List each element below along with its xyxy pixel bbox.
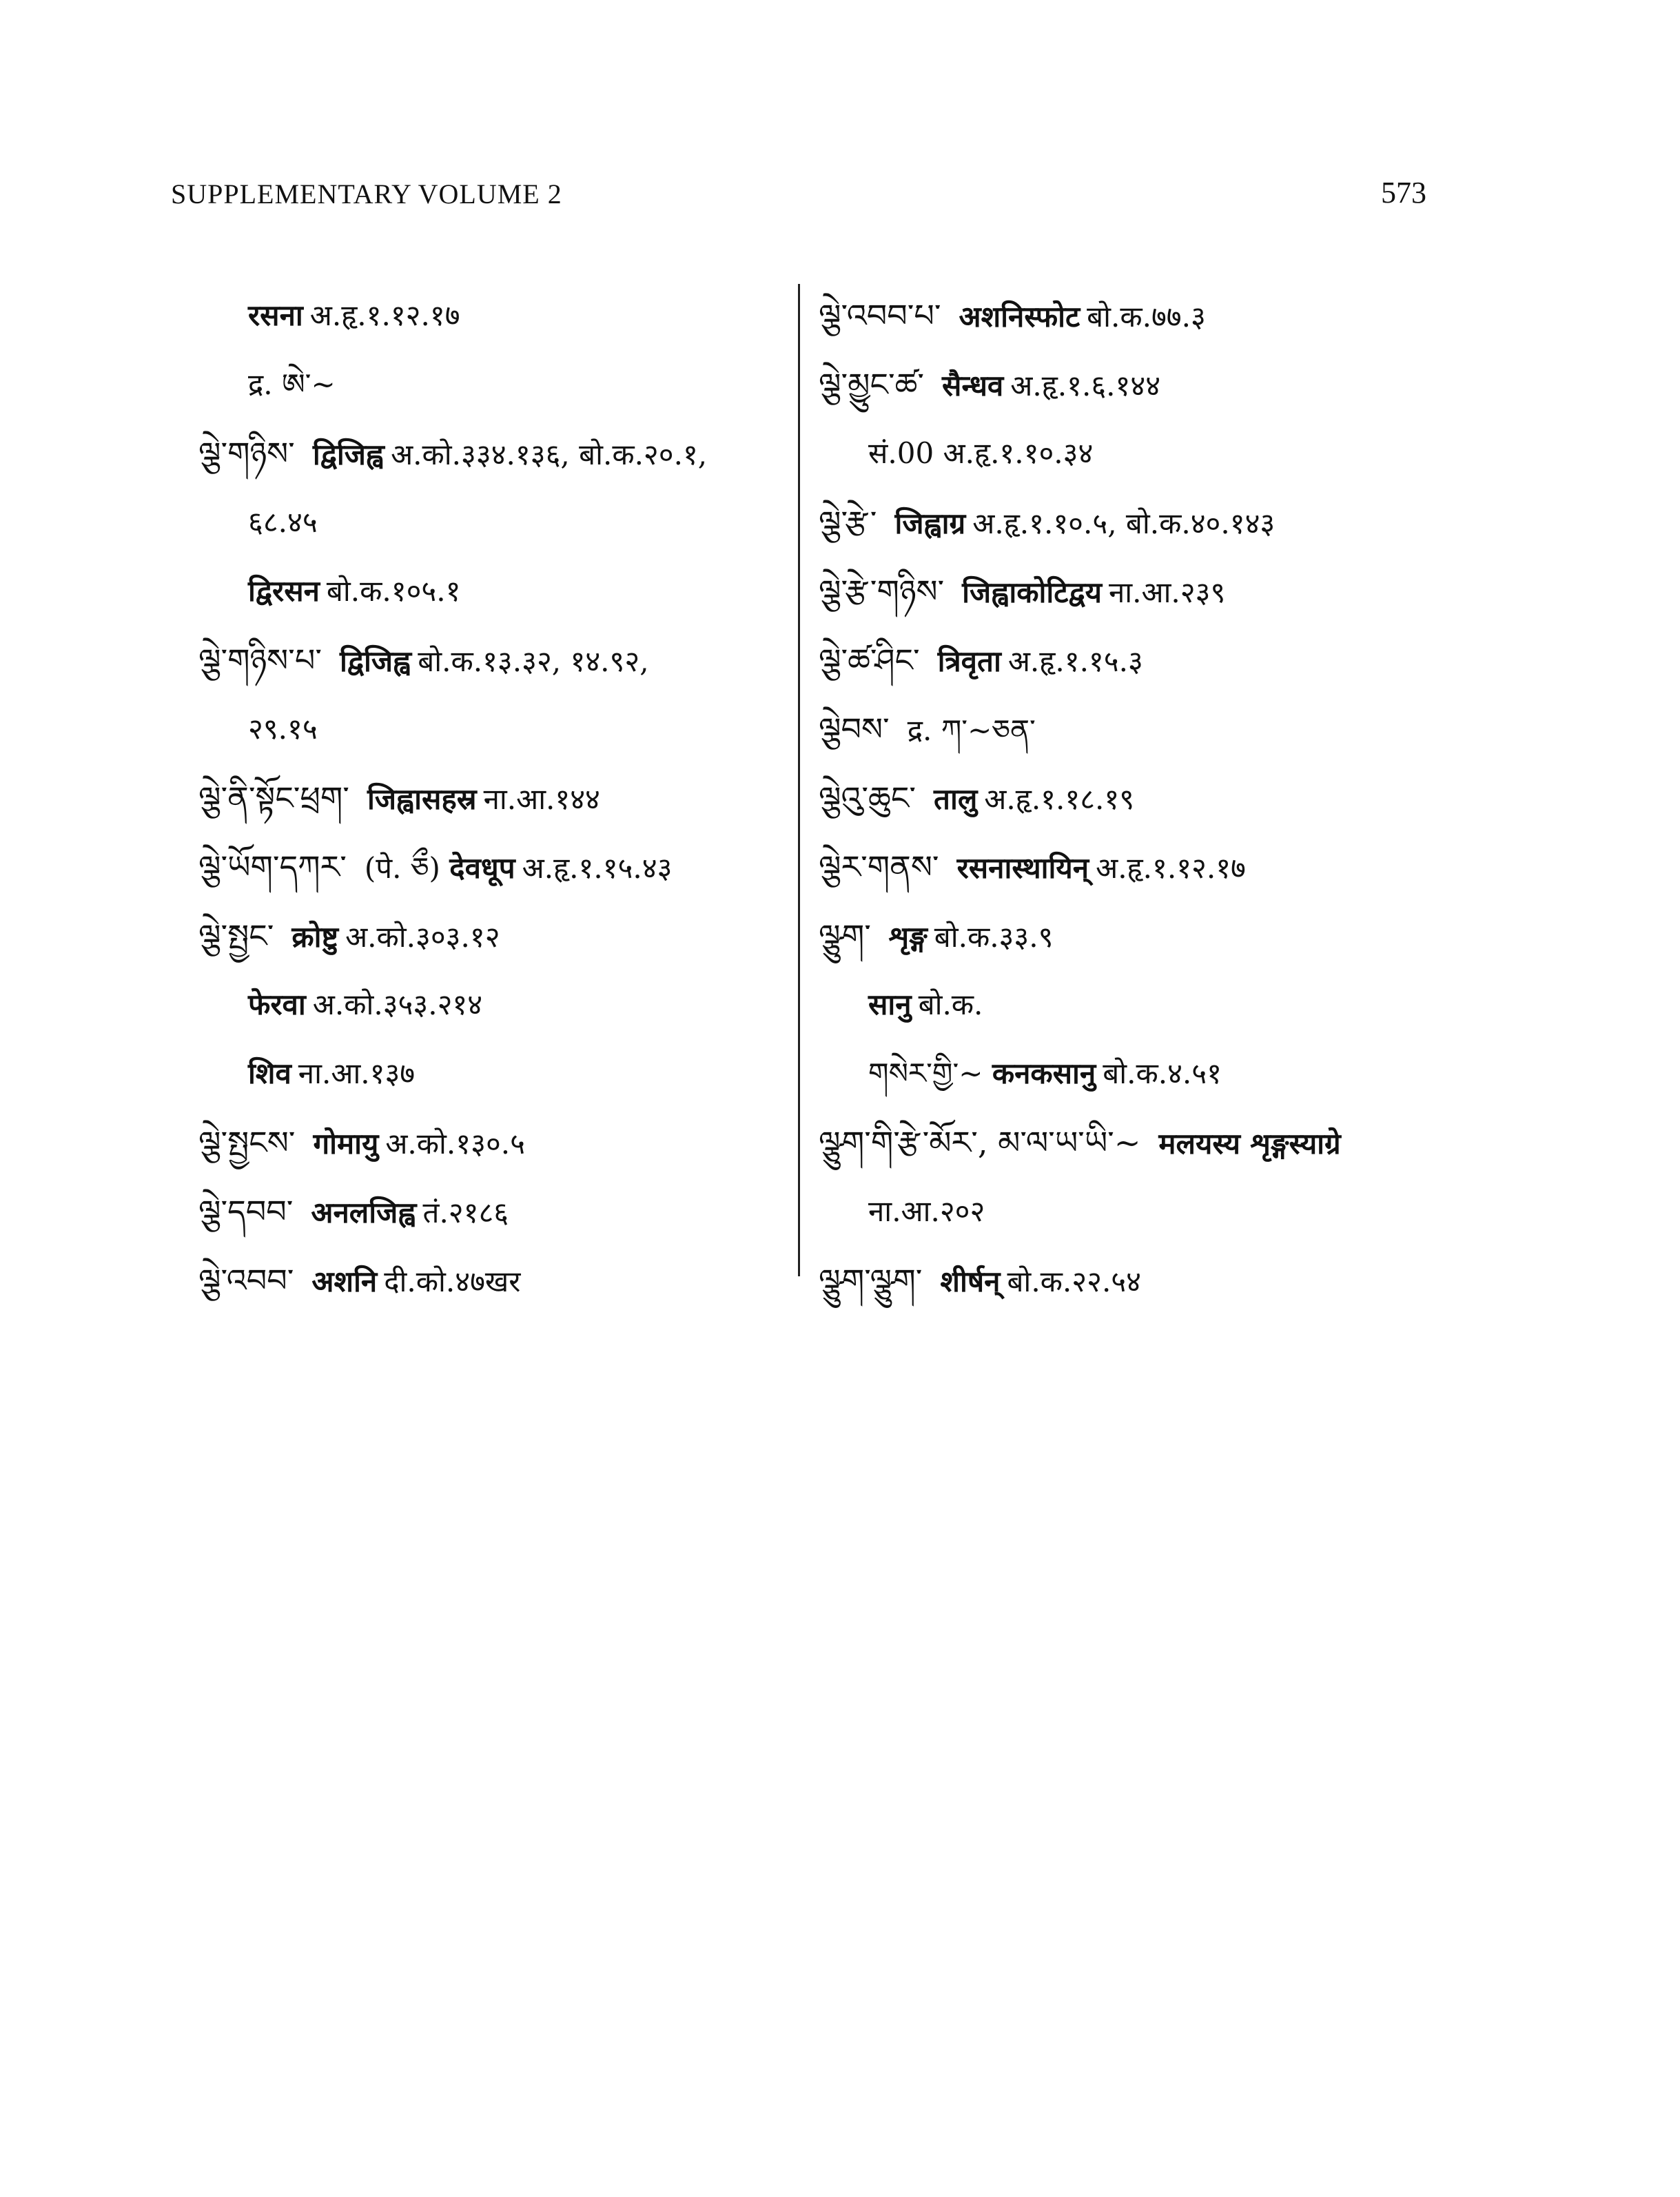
- left-column: [198, 281, 791, 1315]
- right-column: [819, 281, 1439, 1315]
- entry-line: [819, 695, 1439, 764]
- entry-line: [198, 695, 791, 764]
- tibetan-headword: ལྕེ་གཉིས་པ་: [198, 642, 322, 679]
- tibetan-headword: ལྕེ་ཡོག་དཀར་: [198, 848, 347, 886]
- entry-line: [819, 901, 1439, 970]
- reference: बो.क.१०५.१: [326, 574, 461, 608]
- tibetan-headword: ལྕེ་སྤྱང་: [198, 917, 274, 954]
- entry-line: [198, 419, 791, 488]
- column-divider: [798, 284, 800, 1276]
- reference: अ.हृ.१.६.१४४: [1010, 369, 1161, 402]
- reference: बो.क.३३.९: [934, 920, 1054, 954]
- sanskrit-equivalent: जिह्वासहस्र: [367, 782, 477, 816]
- entry-line: [198, 832, 791, 901]
- sanskrit-equivalent: देवधूप: [449, 851, 515, 885]
- reference: ना.आ.२०२: [868, 1194, 985, 1228]
- sanskrit-equivalent: कनकसानु: [992, 1056, 1096, 1090]
- tibetan-headword: ལྕེ་འབབ་པ་: [819, 297, 941, 334]
- tibetan-headword: ལྕེབས་: [819, 711, 890, 748]
- tibetan-headword: ལྕེ་གཉིས་: [198, 435, 295, 472]
- entry-line: [819, 281, 1439, 350]
- entry-line: [198, 1108, 791, 1177]
- sanskrit-equivalent: शिव: [248, 1056, 291, 1090]
- entry-line: [198, 1039, 791, 1108]
- tibetan-headword: ལྕེ་ནི་སྟོང་ཕྲག་: [198, 779, 349, 817]
- entry-line: [198, 901, 791, 970]
- tibetan-headword: ལྕེ་རྩེ་: [819, 504, 877, 541]
- entry-line: [819, 832, 1439, 901]
- tibetan-headword: ལྕེ་ཚ་ཤིང་: [819, 642, 920, 679]
- reference: ना.आ.१४४: [483, 782, 600, 816]
- sanskrit-equivalent: जिह्वाकोटिद्वय: [962, 575, 1102, 609]
- entry-line: [819, 764, 1439, 832]
- reference: ना.आ.१३७: [298, 1056, 416, 1090]
- entry-line: [819, 350, 1439, 419]
- reference: ६८.४५: [248, 505, 318, 539]
- entry-line: [198, 488, 791, 557]
- entry-line: [198, 1177, 791, 1246]
- reference: बो.क.: [918, 988, 983, 1021]
- reference: (पे. ཅྀ): [364, 851, 450, 885]
- reference: अ.को.१३०.५: [385, 1127, 525, 1161]
- reference: अ.हृ.१.१२.१७: [1096, 851, 1246, 885]
- sanskrit-equivalent: गोमायु: [313, 1127, 379, 1161]
- reference: अ.हृ.१.१५.४३: [522, 851, 673, 885]
- reference: सं.00 अ.हृ.१.१०.३४: [868, 436, 1094, 470]
- reference: दी.को.४७खर: [384, 1265, 521, 1298]
- reference: अ.को.३३४.१३६, बो.क.२०.१,: [391, 438, 708, 471]
- reference: २९.१५: [248, 712, 318, 746]
- entry-line: [198, 281, 791, 350]
- reference: अ.हृ.१.१०.५, बो.क.४०.१४३: [972, 507, 1276, 540]
- reference: द्र. ཀ་~ཅན་: [907, 713, 1036, 747]
- entry-line: [819, 1246, 1439, 1315]
- reference: बो.क.४.५१: [1103, 1056, 1222, 1090]
- tibetan-headword: ལྕེ་སྤྱངས་: [198, 1124, 296, 1161]
- sanskrit-equivalent: शृङ्ग: [888, 920, 928, 954]
- tibetan-headword: ལྕེ་འབབ་: [198, 1262, 294, 1299]
- sanskrit-equivalent: द्विजिह्व: [312, 438, 385, 471]
- sanskrit-equivalent: शीर्षन्: [940, 1265, 1001, 1298]
- sanskrit-equivalent: सानु: [868, 988, 912, 1021]
- tibetan-headword: ལྕེ་མྱུང་ཚ་: [819, 366, 925, 403]
- tibetan-headword: ལྕེར་གནས་: [819, 848, 939, 886]
- tibetan-headword: ལྕེ་རྩེ་གཉིས་: [819, 573, 945, 610]
- page-number: 573: [1381, 176, 1426, 210]
- entry-line: [819, 1039, 1439, 1108]
- entry-line: [819, 970, 1439, 1039]
- reference: अ.हृ.१.१२.१७: [309, 298, 460, 332]
- running-title: SUPPLEMENTARY VOLUME 2: [171, 178, 562, 210]
- sanskrit-equivalent: फेरवा: [248, 988, 306, 1021]
- reference: अ.को.३०३.१२: [345, 920, 500, 954]
- entry-line: [819, 1177, 1439, 1246]
- reference: बो.क.१३.३२, १४.९२,: [418, 644, 649, 678]
- sanskrit-equivalent: द्विरसन: [248, 574, 320, 608]
- reference: तं.२१८६: [422, 1196, 509, 1229]
- sanskrit-equivalent: अनलजिह्व: [311, 1196, 416, 1229]
- reference: बो.क.२२.५४: [1007, 1265, 1141, 1298]
- reference: ना.आ.२३९: [1108, 575, 1226, 609]
- entry-line: [198, 626, 791, 695]
- tibetan-headword: ལྩུག་: [819, 917, 871, 954]
- entry-line: [819, 557, 1439, 626]
- sanskrit-equivalent: रसनास्थायिन्: [956, 851, 1089, 885]
- tibetan-headword: ལྩུག་ལྩུག་: [819, 1262, 923, 1299]
- entry-line: [819, 1108, 1439, 1177]
- entry-line: [819, 488, 1439, 557]
- sanskrit-equivalent: द्विजिह्व: [340, 644, 411, 678]
- reference: अ.हृ.१.१५.३: [1007, 644, 1143, 678]
- entry-line: [819, 419, 1439, 488]
- sanskrit-equivalent: क्रोष्टु: [291, 920, 339, 954]
- reference: द्र. ཨེ་~: [248, 367, 336, 401]
- tibetan-headword: ལྩུག་གི་རྩེ་མོར་, མ་ལ་ཡ་ཡི་~: [819, 1124, 1141, 1161]
- reference: बो.क.७७.३: [1087, 300, 1206, 334]
- sanskrit-equivalent: त्रिवृता: [937, 644, 1001, 678]
- sanskrit-equivalent: जिह्वाग्र: [894, 507, 966, 540]
- sanskrit-equivalent: अशनिस्फोट: [959, 300, 1080, 334]
- tibetan-headword: ལྕེ་དབབ་: [198, 1193, 294, 1230]
- entry-line: [198, 350, 791, 419]
- entry-line: [198, 1246, 791, 1315]
- entry-line: [198, 970, 791, 1039]
- entry-line: [819, 626, 1439, 695]
- entry-line: [198, 764, 791, 832]
- sanskrit-equivalent: रसना: [248, 298, 303, 332]
- reference: अ.को.३५३.२१४: [312, 988, 483, 1021]
- entry-line: [198, 557, 791, 626]
- reference: अ.हृ.१.१८.१९: [984, 782, 1135, 816]
- sanskrit-equivalent: तालु: [934, 782, 978, 816]
- tibetan-headword: ལྕེའུ་ཆུང་: [819, 779, 916, 817]
- reference: གསེར་གྱི་~: [868, 1056, 992, 1090]
- sanskrit-equivalent: सैन्धव: [942, 369, 1004, 402]
- sanskrit-equivalent: अशनि: [311, 1265, 378, 1298]
- sanskrit-equivalent: मलयस्य शृङ्गस्याग्रे: [1158, 1127, 1341, 1161]
